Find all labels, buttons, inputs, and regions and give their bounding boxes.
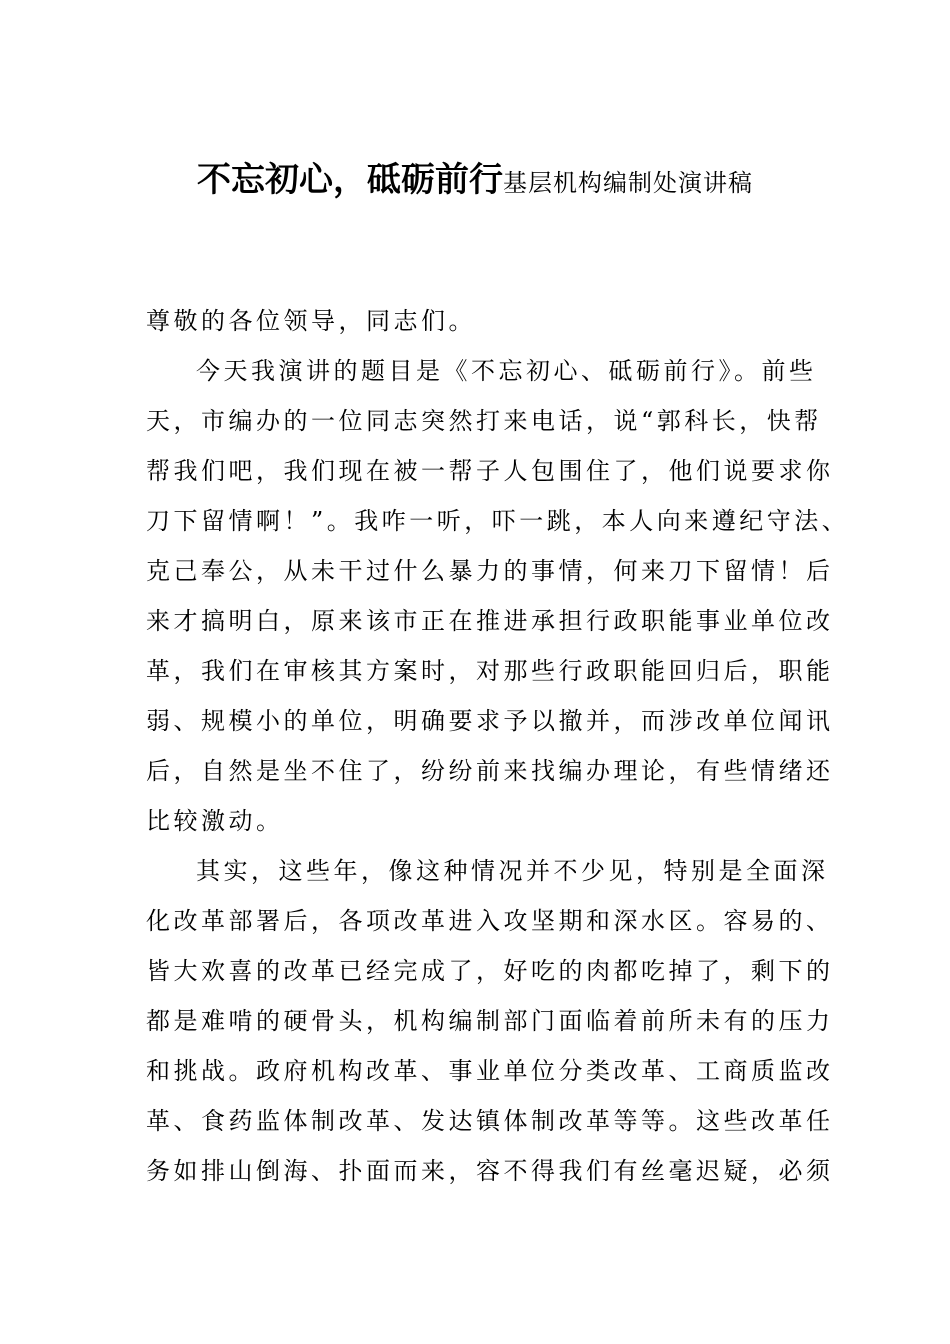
text-line: 化改革部署后，各项改革进入攻坚期和深水区。容易的、 bbox=[146, 907, 834, 935]
text-line: 其实，这些年，像这种情况并不少见，特别是全面深 bbox=[196, 857, 829, 885]
text-line: 帮我们吧，我们现在被一帮子人包围住了，他们说要求你 bbox=[146, 457, 834, 485]
text-line: 都是难啃的硬骨头，机构编制部门面临着前所未有的压力 bbox=[146, 1007, 834, 1035]
text-line: 革，我们在审核其方案时，对那些行政职能回归后，职能 bbox=[146, 657, 834, 685]
text-line: 革、食药监体制改革、发达镇体制改革等等。这些改革任 bbox=[146, 1107, 834, 1135]
title-subtitle: 基层机构编制处演讲稿 bbox=[503, 169, 753, 197]
title-main: 不忘初心，砥砺前行 bbox=[197, 160, 503, 200]
text-line: 比较激动。 bbox=[146, 807, 284, 835]
text-line: 弱、规模小的单位，明确要求予以撤并，而涉改单位闻讯 bbox=[146, 707, 834, 735]
text-line: 务如排山倒海、扑面而来，容不得我们有丝毫迟疑，必须 bbox=[146, 1157, 834, 1185]
body-text bbox=[146, 296, 850, 1196]
document-title bbox=[0, 158, 950, 209]
text-line: 刀下留情啊！”。我咋一听，吓一跳，本人向来遵纪守法、 bbox=[146, 507, 850, 535]
text-line: 皆大欢喜的改革已经完成了，好吃的肉都吃掉了，剩下的 bbox=[146, 957, 834, 985]
text-line: 后，自然是坐不住了，纷纷前来找编办理论，有些情绪还 bbox=[146, 757, 834, 785]
text-line: 来才搞明白，原来该市正在推进承担行政职能事业单位改 bbox=[146, 607, 834, 635]
text-line: 今天我演讲的题目是《不忘初心、砥砺前行》。前些 bbox=[196, 357, 817, 385]
text-line: 和挑战。政府机构改革、事业单位分类改革、工商质监改 bbox=[146, 1057, 834, 1085]
text-line: 克己奉公，从未干过什么暴力的事情，何来刀下留情！后 bbox=[146, 557, 834, 585]
text-line: 尊敬的各位领导，同志们。 bbox=[146, 307, 476, 335]
text-line: 天，市编办的一位同志突然打来电话，说“郭科长，快帮 bbox=[146, 407, 822, 435]
